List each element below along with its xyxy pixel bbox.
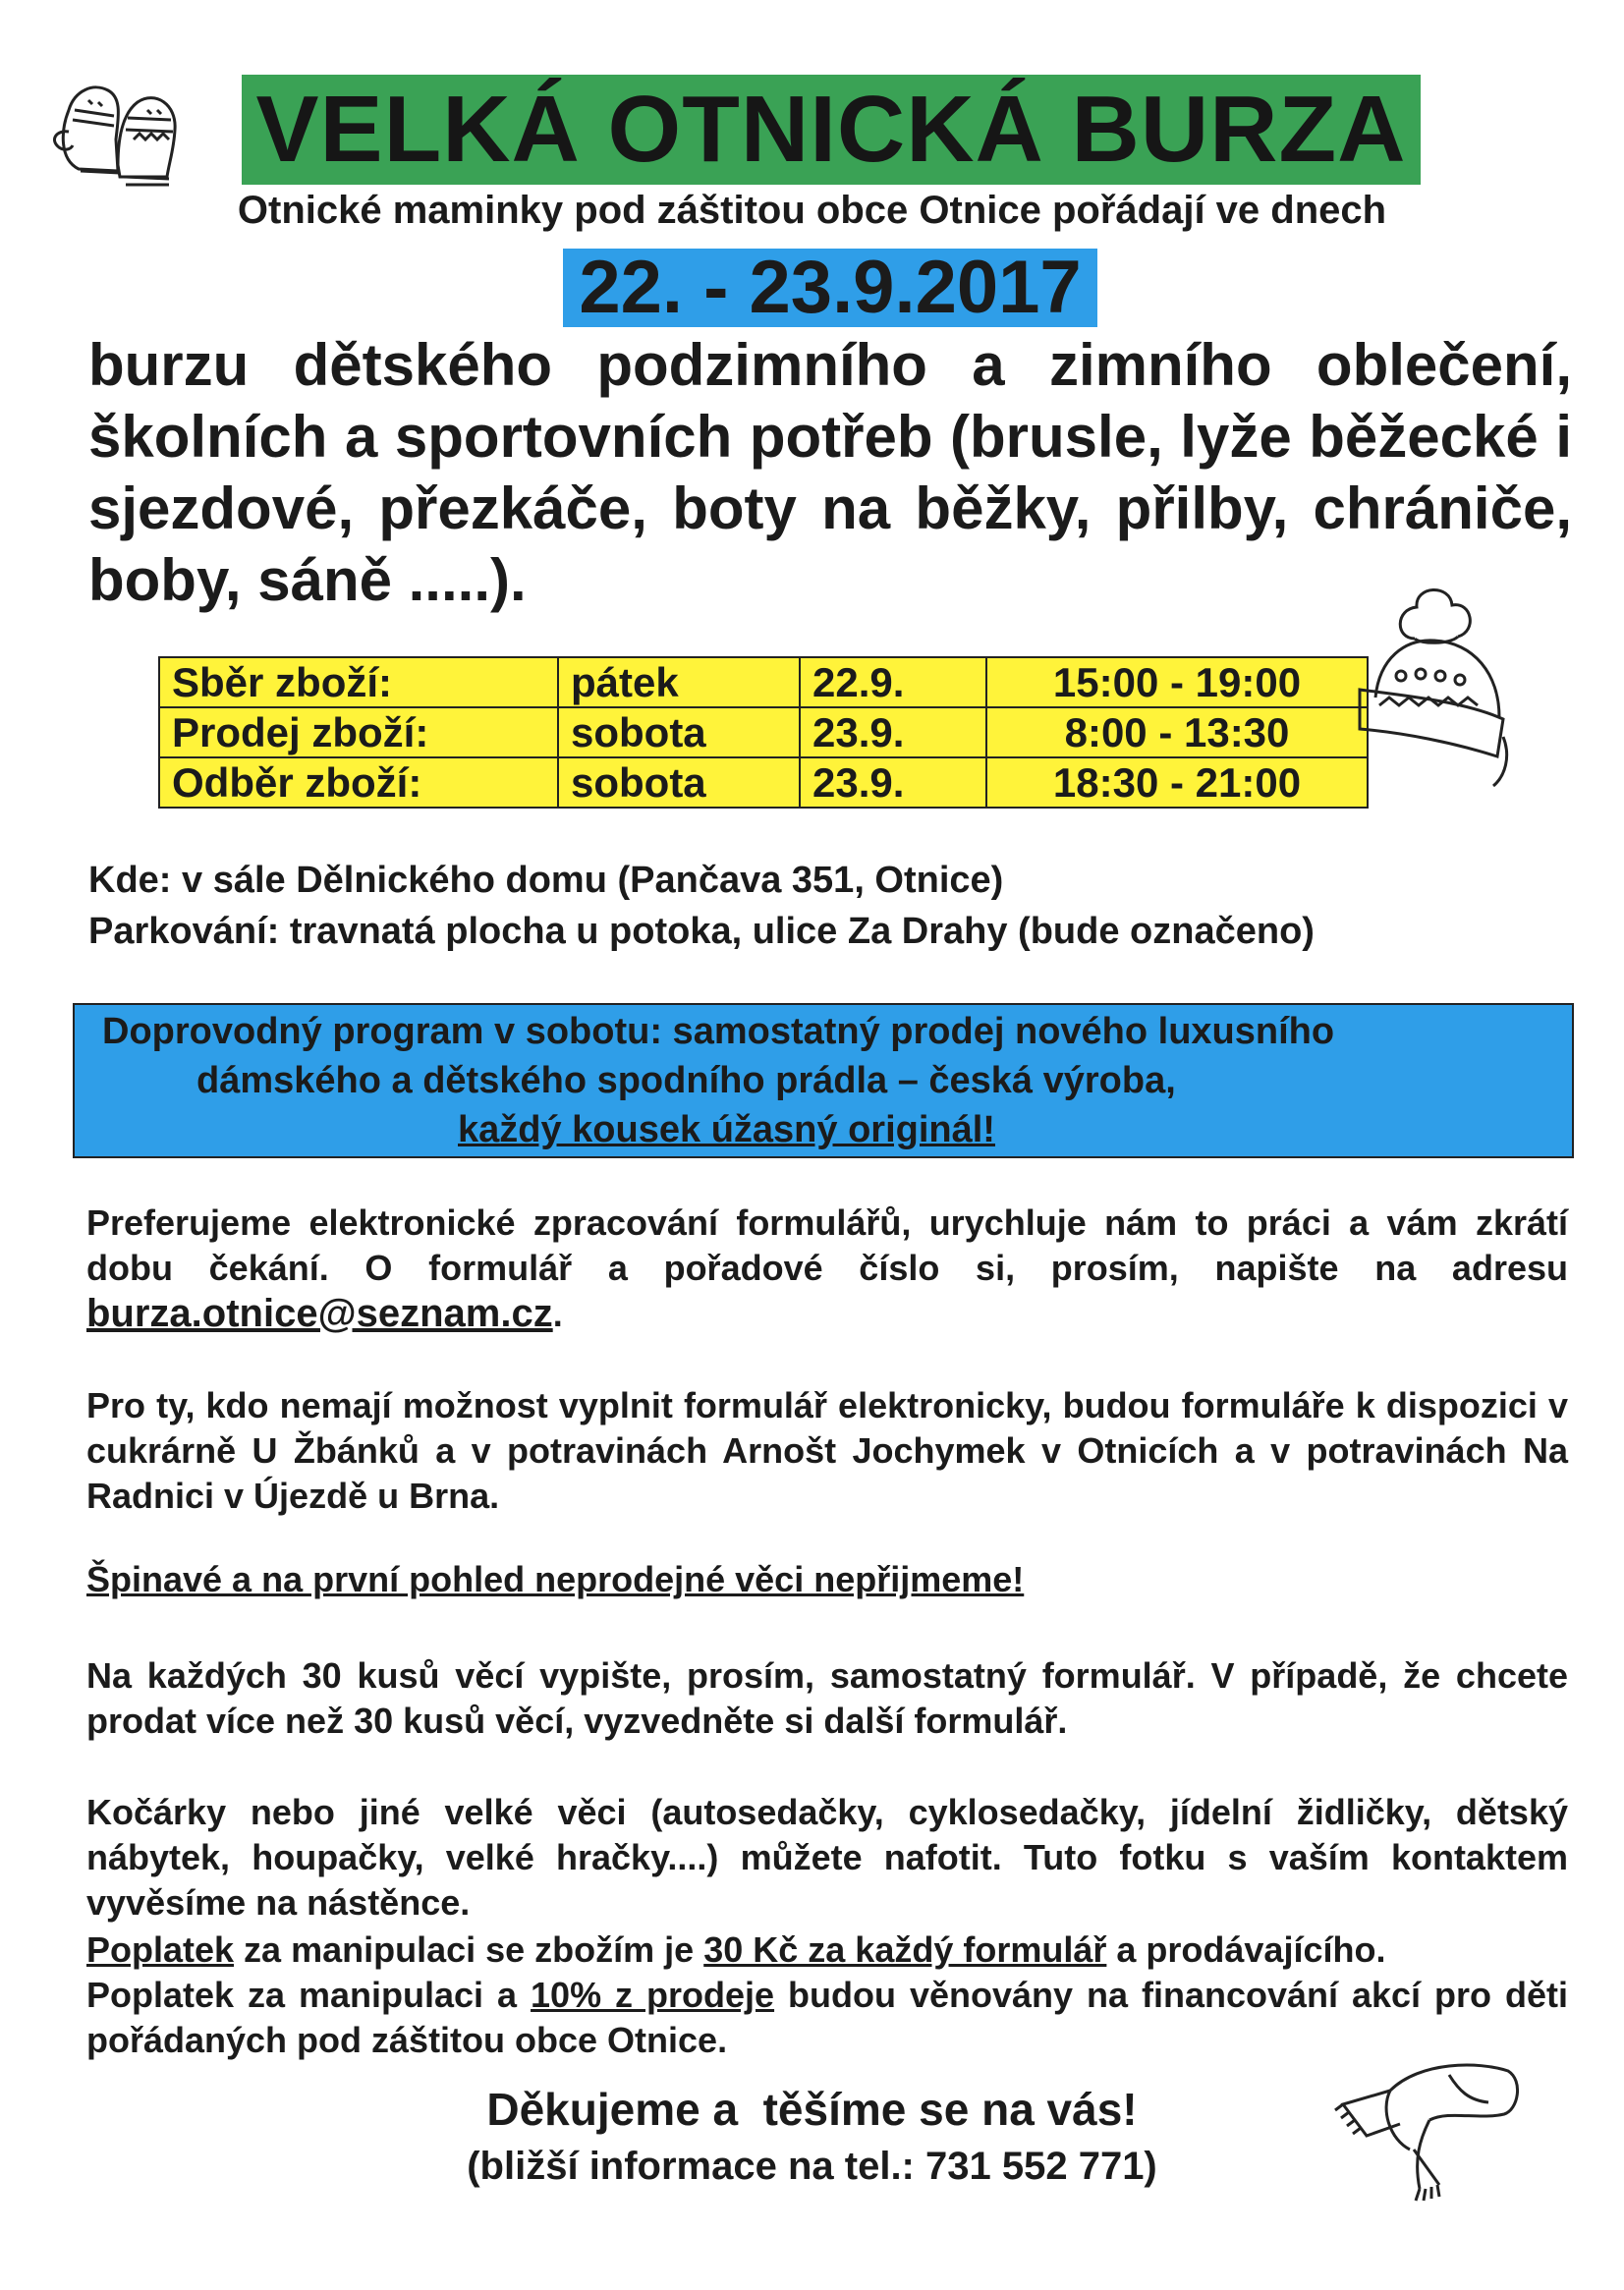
activity-cell: Sběr zboží:: [159, 657, 558, 707]
fee-label: Poplatek: [86, 1929, 235, 1970]
program-box: [73, 1003, 1574, 1158]
forms-paragraph: [86, 1201, 1568, 1337]
time-cell: 18:30 - 21:00: [986, 757, 1368, 808]
fee-percent: 10% z prodeje: [531, 1975, 775, 2015]
large-items-paragraph: Kočárky nebo jiné velké věci (autosedačky, cyklosedačky, jídelní židličky, dětský nábytek, houpačky, velké hračky....) můžete nafotit. Tuto fotku s vaším kontaktem vyvěsíme na nástěnce.: [86, 1792, 1568, 1923]
day-cell: sobota: [558, 707, 800, 757]
subtitle: Otnické maminky pod záštitou obce Otnice pořádají ve dnech: [237, 189, 1387, 232]
forms-text: Preferujeme elektronické zpracování formulářů, urychluje nám to práci a vám zkrátí dobu čekání. O formulář a pořadové číslo si, prosím, napište na adresu: [86, 1202, 1568, 1288]
program-line: Doprovodný program v sobotu: samostatný prodej nového luxusního: [102, 1011, 1335, 1052]
activity-cell: Prodej zboží:: [159, 707, 558, 757]
offline-forms-paragraph: Pro ty, kdo nemají možnost vyplnit formulář elektronicky, budou formuláře k dispozici v cukrárně U Žbánků a v potravinách Arnošt Jochymek v Otnicích a v potravinách Na Radnici v Újezdě u Brna.: [86, 1385, 1568, 1516]
location-text: Kde: v sále Dělnického domu (Pančava 351, Otnice): [88, 860, 1004, 901]
program-line: dámského a dětského spodního prádla – česká výroba,: [196, 1060, 1176, 1101]
day-cell: sobota: [558, 757, 800, 808]
fee-text: a prodávajícího.: [1106, 1929, 1386, 1970]
items-per-form-paragraph: Na každých 30 kusů věcí vypište, prosím, samostatný formulář. V případě, že chcete prodat více než 30 kusů věcí, vyzvedněte si další formulář.: [86, 1655, 1568, 1741]
date-cell: 22.9.: [800, 657, 986, 707]
fee-text: Poplatek za manipulaci a: [86, 1975, 532, 2015]
page-title: VELKÁ OTNICKÁ BURZA: [242, 75, 1421, 185]
table-row: [159, 707, 1368, 757]
mittens-icon: [39, 61, 196, 189]
email-link[interactable]: burza.otnice@seznam.cz: [86, 1292, 553, 1335]
activity-cell: Odběr zboží:: [159, 757, 558, 808]
schedule-table: [158, 656, 1369, 809]
date-cell: 23.9.: [800, 757, 986, 808]
table-row: [159, 657, 1368, 707]
winter-hat-icon: [1356, 580, 1513, 806]
fee-amount: 30 Kč za každý formulář: [703, 1929, 1107, 1970]
contact-text: (bližší informace na tel.: 731 552 771): [467, 2145, 1157, 2188]
warning-text: Špinavé a na první pohled neprodejné věci nepřijmeme!: [86, 1559, 1025, 1599]
location-info: [88, 855, 1315, 957]
fee-text: budou věnovány na financování akcí pro děti pořádaných pod záštitou obce Otnice.: [86, 1975, 1568, 2060]
time-cell: 8:00 - 13:30: [986, 707, 1368, 757]
date-cell: 23.9.: [800, 707, 986, 757]
day-cell: pátek: [558, 657, 800, 707]
table-row: [159, 757, 1368, 808]
fee-text: za manipulaci se zbožím je: [234, 1929, 704, 1970]
email-suffix: .: [552, 1294, 563, 1334]
time-cell: 15:00 - 19:00: [986, 657, 1368, 707]
event-date: 22. - 23.9.2017: [563, 249, 1097, 327]
program-line: každý kousek úžasný originál!: [458, 1109, 995, 1150]
thanks-text: Děkujeme a těšíme se na vás!: [486, 2084, 1138, 2135]
parking-text: Parkování: travnatá plocha u potoka, ulice Za Drahy (bude označeno): [88, 911, 1315, 952]
scarf-icon: [1331, 2041, 1538, 2208]
intro-paragraph: burzu dětského podzimního a zimního oblečení, školních a sportovních potřeb (brusle, lyže běžecké i sjezdové, přezkáče, boty na běžky, přilby, chrániče, boby, sáně .....).: [88, 332, 1572, 613]
